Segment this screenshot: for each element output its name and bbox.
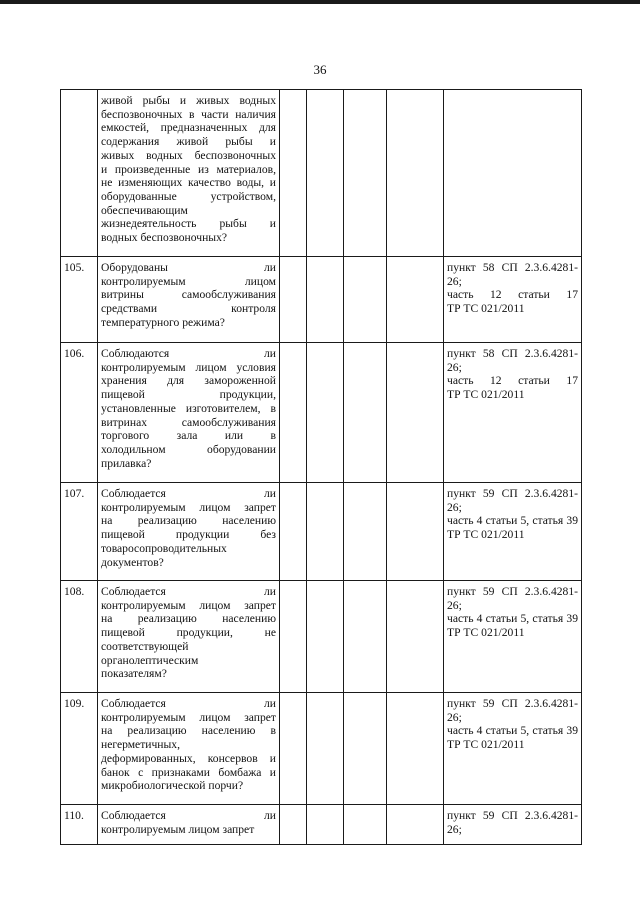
checklist-row: [61, 257, 582, 343]
item-number: 109.: [61, 693, 98, 805]
question-line: беспозвоночных в части наличия: [101, 107, 276, 121]
reference-line: ТР ТС 021/2011: [447, 626, 525, 640]
question-line: средствами контроля: [101, 302, 276, 316]
question-line: хранения для замороженной: [101, 374, 276, 388]
reference-line: пункт 58 СП 2.3.6.4281-: [447, 347, 578, 360]
question-line: Соблюдается ли: [101, 487, 276, 500]
answer-na-cell: [344, 257, 387, 343]
item-number: 108.: [61, 581, 98, 693]
item-number: 105.: [61, 257, 98, 343]
question-line: контролируемым лицом запрет: [101, 822, 255, 836]
checklist-row: [61, 343, 582, 483]
legal-reference-cell: [444, 343, 582, 483]
question-line: банок с признаками бомбажа и: [101, 765, 276, 779]
reference-line: 26;: [447, 360, 462, 374]
checklist-table: [60, 89, 582, 845]
reference-line: часть 4 статьи 5, статья 39: [447, 612, 578, 626]
reference-line: пункт 58 СП 2.3.6.4281-: [447, 261, 578, 274]
note-cell: [387, 343, 444, 483]
answer-no-cell: [307, 257, 344, 343]
question-cell: [98, 257, 280, 343]
question-line: документов?: [101, 555, 164, 569]
question-line: соответствующей: [101, 639, 189, 653]
answer-yes-cell: [280, 343, 307, 483]
reference-line: 26;: [447, 822, 462, 836]
legal-reference-cell: [444, 581, 582, 693]
answer-yes-cell: [280, 581, 307, 693]
item-number: 107.: [61, 483, 98, 581]
item-number: 106.: [61, 343, 98, 483]
reference-line: часть 12 статьи 17: [447, 374, 578, 388]
reference-line: пункт 59 СП 2.3.6.4281-: [447, 697, 578, 710]
checklist-row: [61, 483, 582, 581]
question-line: контролируемым лицом запрет: [101, 710, 276, 724]
question-line: прилавка?: [101, 456, 152, 470]
question-line: показателям?: [101, 667, 167, 681]
page-number: 36: [313, 62, 327, 77]
question-line: обеспечивающим: [101, 203, 188, 217]
scan-top-border: [0, 0, 640, 4]
question-line: на реализацию населению в: [101, 724, 276, 738]
note-cell: [387, 90, 444, 257]
answer-na-cell: [344, 343, 387, 483]
question-line: Соблюдается ли: [101, 585, 276, 598]
reference-line: ТР ТС 021/2011: [447, 302, 525, 316]
question-line: содержания живой рыбы и: [101, 135, 276, 149]
reference-line: часть 4 статьи 5, статья 39: [447, 724, 578, 738]
question-cell: [98, 90, 280, 257]
answer-yes-cell: [280, 805, 307, 845]
question-cell: [98, 581, 280, 693]
question-cell: [98, 693, 280, 805]
question-line: на реализацию населению: [101, 612, 276, 626]
checklist-row: [61, 693, 582, 805]
question-line: Соблюдаются ли: [101, 347, 276, 360]
answer-na-cell: [344, 90, 387, 257]
answer-na-cell: [344, 805, 387, 845]
question-line: жизнедеятельность рыбы и: [101, 217, 276, 231]
question-line: Соблюдается ли: [101, 697, 276, 710]
question-line: на реализацию населению: [101, 514, 276, 528]
reference-line: 26;: [447, 598, 462, 612]
question-line: пищевой продукции, не: [101, 626, 276, 640]
question-line: пищевой продукции без: [101, 528, 276, 542]
reference-line: пункт 59 СП 2.3.6.4281-: [447, 585, 578, 598]
question-line: Оборудованы ли: [101, 261, 276, 274]
question-line: витринах самообслуживания: [101, 415, 276, 429]
answer-no-cell: [307, 805, 344, 845]
reference-line: часть 4 статьи 5, статья 39: [447, 514, 578, 528]
question-line: контролируемым лицом: [101, 274, 276, 288]
question-line: не изменяющих качество воды, и: [101, 176, 276, 190]
question-line: емкостей, предназначенных для: [101, 121, 276, 135]
reference-line: ТР ТС 021/2011: [447, 738, 525, 752]
answer-no-cell: [307, 693, 344, 805]
reference-line: ТР ТС 021/2011: [447, 388, 525, 402]
note-cell: [387, 483, 444, 581]
item-number: 110.: [61, 805, 98, 845]
question-line: товаросопроводительных: [101, 541, 227, 555]
question-line: негерметичных,: [101, 738, 180, 752]
answer-na-cell: [344, 581, 387, 693]
answer-yes-cell: [280, 90, 307, 257]
question-line: пищевой продукции,: [101, 388, 276, 402]
note-cell: [387, 257, 444, 343]
reference-line: часть 12 статьи 17: [447, 288, 578, 302]
question-line: витрины самообслуживания: [101, 288, 276, 302]
answer-no-cell: [307, 343, 344, 483]
answer-no-cell: [307, 483, 344, 581]
answer-no-cell: [307, 90, 344, 257]
question-line: оборудованные устройством,: [101, 189, 276, 203]
question-line: и произведенные из материалов,: [101, 162, 276, 176]
legal-reference-cell: [444, 257, 582, 343]
question-line: холодильном оборудовании: [101, 442, 276, 456]
legal-reference-cell: [444, 483, 582, 581]
answer-na-cell: [344, 483, 387, 581]
question-line: живых водных беспозвоночных: [101, 148, 276, 162]
reference-line: ТР ТС 021/2011: [447, 528, 525, 542]
question-cell: [98, 483, 280, 581]
note-cell: [387, 693, 444, 805]
answer-no-cell: [307, 581, 344, 693]
question-line: торгового зала или в: [101, 429, 276, 443]
question-cell: [98, 343, 280, 483]
checklist-row: [61, 90, 582, 257]
question-line: органолептическим: [101, 653, 199, 667]
question-line: микробиологической порчи?: [101, 779, 244, 793]
question-line: контролируемым лицом запрет: [101, 500, 276, 514]
question-line: живой рыбы и живых водных: [101, 94, 276, 107]
reference-line: пункт 59 СП 2.3.6.4281-: [447, 809, 578, 822]
note-cell: [387, 581, 444, 693]
reference-line: пункт 59 СП 2.3.6.4281-: [447, 487, 578, 500]
reference-line: 26;: [447, 500, 462, 514]
legal-reference-cell: [444, 693, 582, 805]
note-cell: [387, 805, 444, 845]
checklist-row: [61, 581, 582, 693]
answer-yes-cell: [280, 257, 307, 343]
legal-reference-cell: [444, 805, 582, 845]
answer-na-cell: [344, 693, 387, 805]
reference-line: 26;: [447, 710, 462, 724]
item-number: [61, 90, 98, 257]
question-line: контролируемым лицом условия: [101, 360, 276, 374]
reference-line: 26;: [447, 274, 462, 288]
question-cell: [98, 805, 280, 845]
checklist-row: [61, 805, 582, 845]
question-line: деформированных, консервов и: [101, 751, 276, 765]
question-line: контролируемым лицом запрет: [101, 598, 276, 612]
question-line: установленные изготовителем, в: [101, 401, 276, 415]
legal-reference-cell: [444, 90, 582, 257]
question-line: водных беспозвоночных?: [101, 231, 228, 245]
answer-yes-cell: [280, 693, 307, 805]
question-line: температурного режима?: [101, 315, 225, 329]
question-line: Соблюдается ли: [101, 809, 276, 822]
answer-yes-cell: [280, 483, 307, 581]
